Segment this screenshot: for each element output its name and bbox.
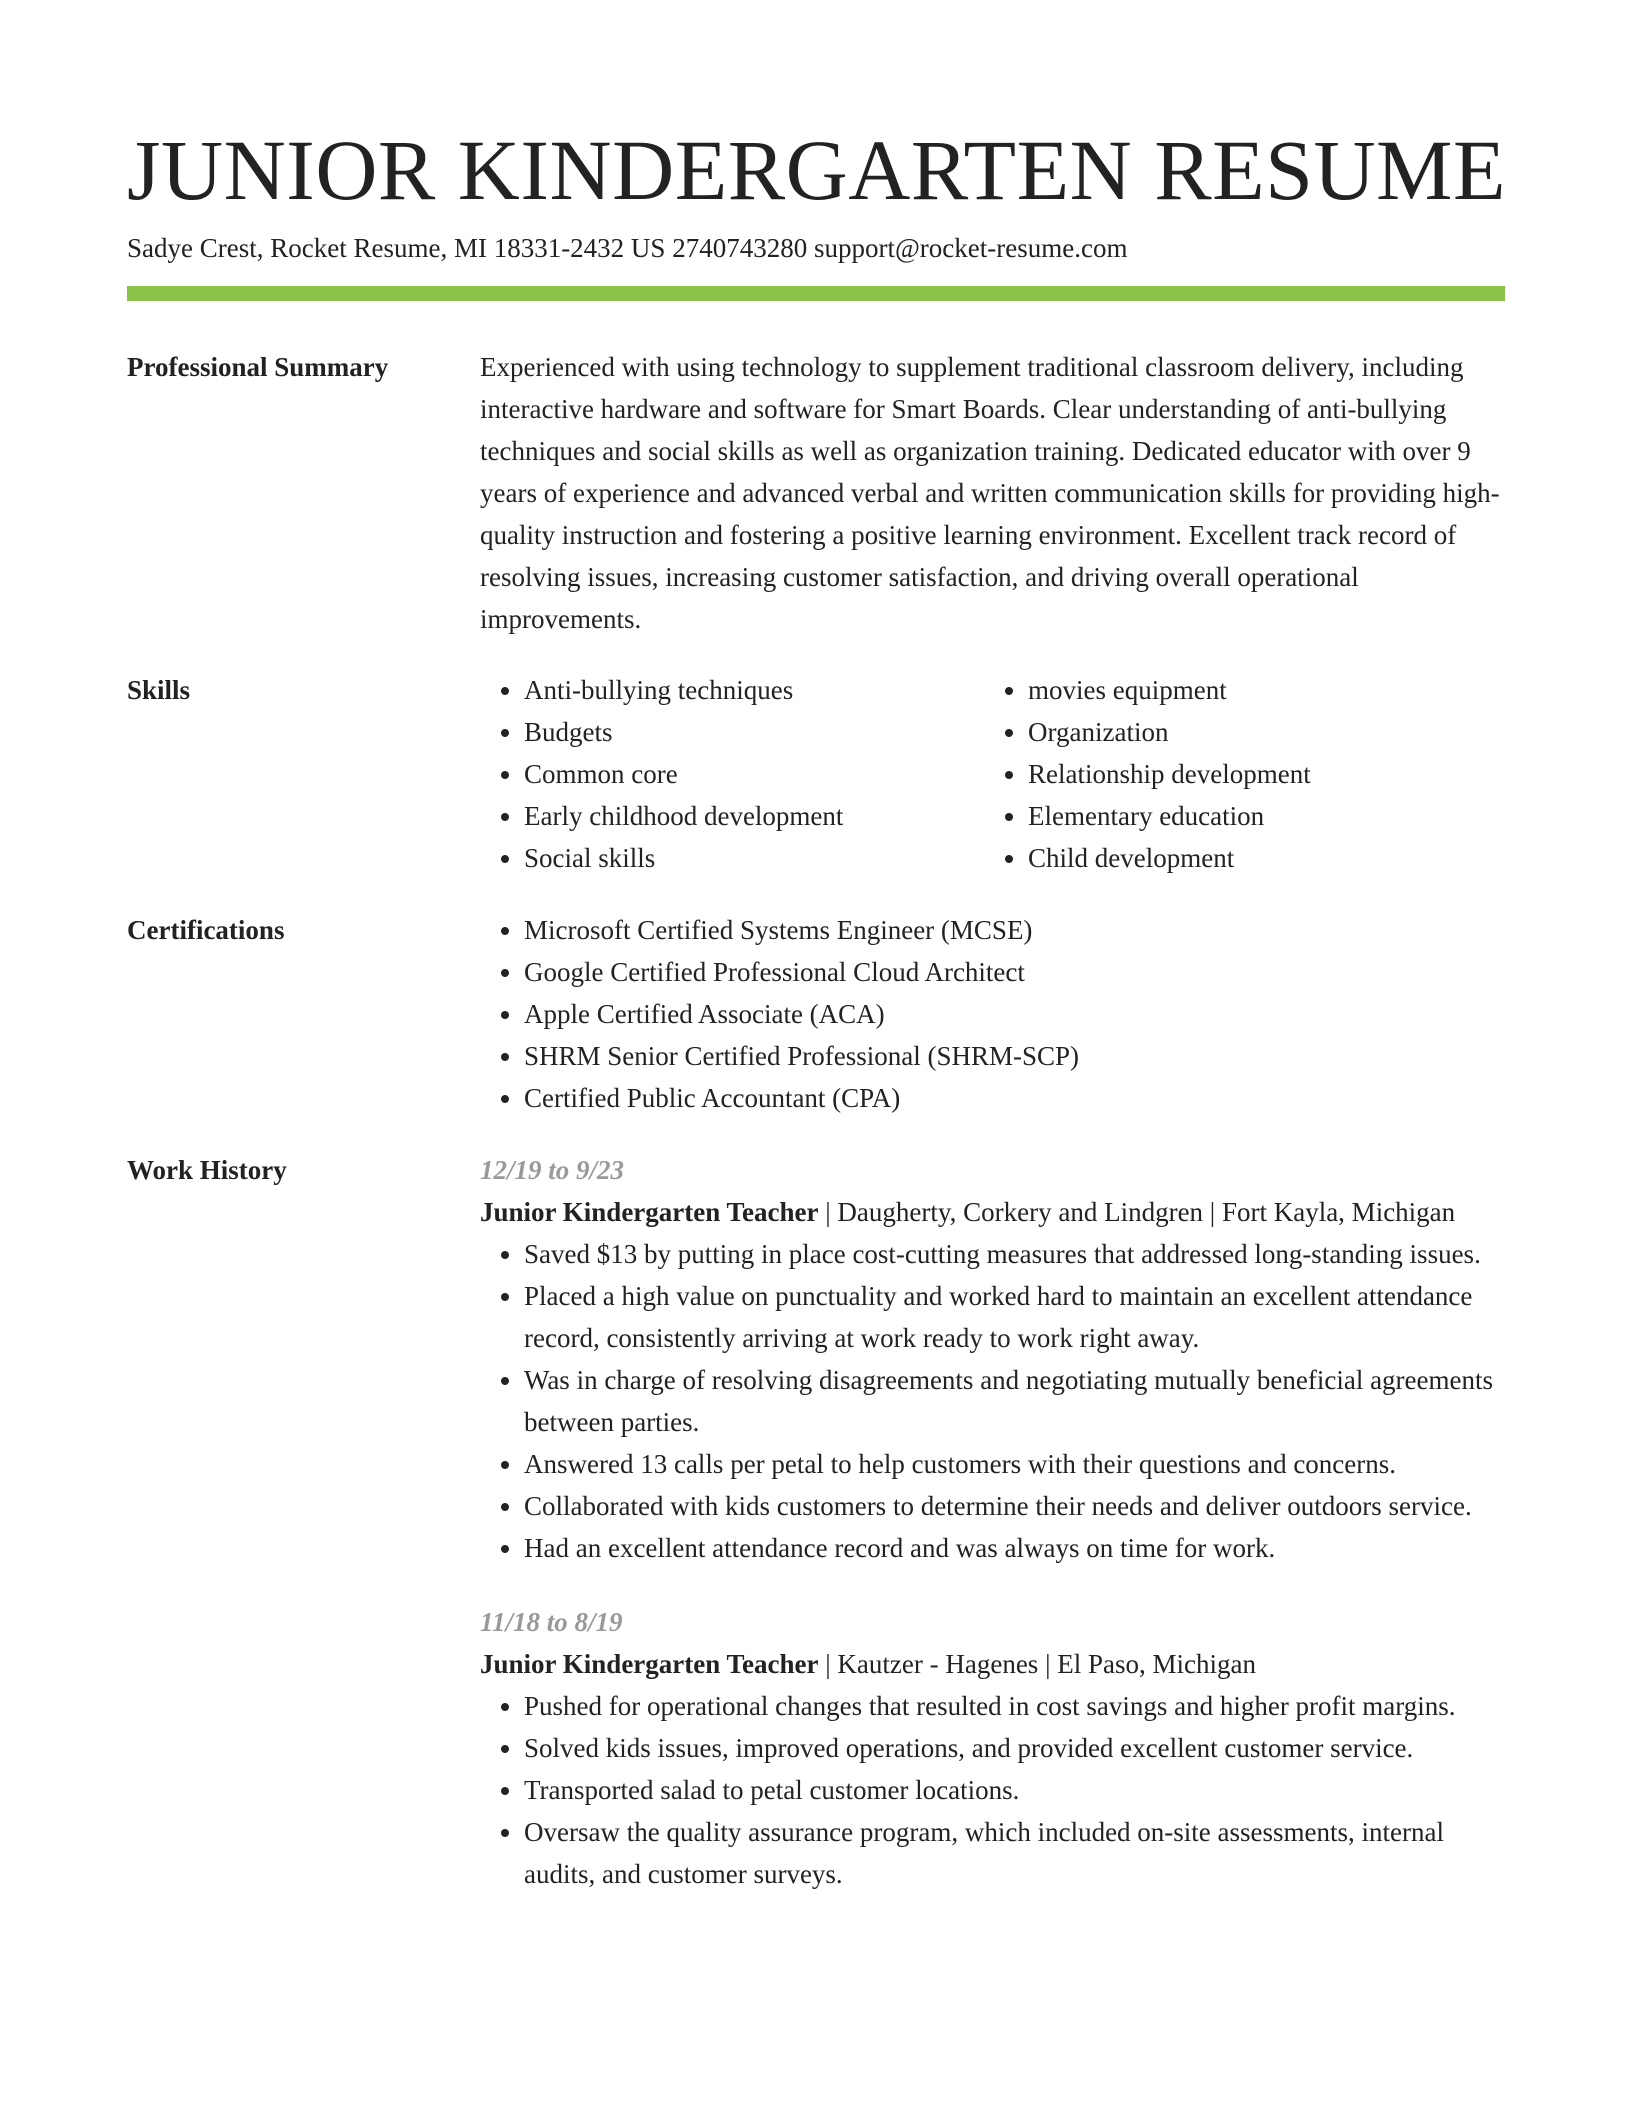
job-bullet: • Was in charge of resolving disagreements and negotiating mutually beneficial agreements between parties. (524, 1359, 1505, 1443)
summary-body (480, 346, 1505, 640)
job-title: Junior Kindergarten Teacher (480, 1197, 819, 1227)
job-heading (480, 1191, 1505, 1233)
job-bullets (480, 1233, 1505, 1569)
job-bullet: • Answered 13 calls per petal to help customers with their questions and concerns. (524, 1443, 1505, 1485)
skills-column-right (984, 669, 1488, 879)
skill-item: • Relationship development (1028, 753, 1488, 795)
work-history-label: Work History (127, 1155, 287, 1185)
job-dates: 12/19 to 9/23 (480, 1155, 625, 1185)
job-entry (480, 1601, 1505, 1895)
job-dates: 11/18 to 8/19 (480, 1607, 623, 1637)
job-bullet: • Collaborated with kids customers to determine their needs and deliver outdoors service. (524, 1485, 1505, 1527)
skill-item: • Budgets (524, 711, 984, 753)
certification-item: • SHRM Senior Certified Professional (SHRM-SCP) (524, 1035, 1505, 1077)
skill-item: • movies equipment (1028, 669, 1488, 711)
certification-item: • Google Certified Professional Cloud Architect (524, 951, 1505, 993)
contact-line: Sadye Crest, Rocket Resume, MI 18331-2432 US 2740743280 support@rocket-resume.com (127, 233, 1128, 263)
certification-item: • Certified Public Accountant (CPA) (524, 1077, 1505, 1119)
header-divider (127, 286, 1505, 301)
job-employer-location: | Kautzer - Hagenes | El Paso, Michigan (818, 1649, 1256, 1679)
skill-item: • Child development (1028, 837, 1488, 879)
certification-item: • Microsoft Certified Systems Engineer (MCSE) (524, 909, 1505, 951)
certifications-body (480, 909, 1505, 1119)
certification-item: • Apple Certified Associate (ACA) (524, 993, 1505, 1035)
skills-column-left (480, 669, 984, 879)
skill-item: • Elementary education (1028, 795, 1488, 837)
job-bullet: • Placed a high value on punctuality and worked hard to maintain an excellent attendance record, consistently arriving at work ready to work right away. (524, 1275, 1505, 1359)
skill-item: • Common core (524, 753, 984, 795)
resume-title: JUNIOR KINDERGARTEN RESUME (127, 122, 1507, 218)
job-heading (480, 1643, 1505, 1685)
skill-item: • Anti-bullying techniques (524, 669, 984, 711)
summary-label: Professional Summary (127, 352, 389, 382)
job-bullet: • Pushed for operational changes that resulted in cost savings and higher profit margins. (524, 1685, 1505, 1727)
certifications-label: Certifications (127, 915, 285, 945)
job-bullet: • Solved kids issues, improved operations, and provided excellent customer service. (524, 1727, 1505, 1769)
summary-text: Experienced with using technology to supplement traditional classroom delivery, including interactive hardware and software for Smart Boards. Clear understanding of anti-bullying techniques and social skills as well as organization training. Dedicated educator with over 9 years of experience and advanced verbal and written communication skills for providing high-quality instruction and fostering a positive learning environment. Excellent track record of resolving issues, increasing customer satisfaction, and driving overall operational improvements. (480, 352, 1500, 634)
skill-item: • Early childhood development (524, 795, 984, 837)
skills-body (480, 669, 1505, 879)
job-bullet: • Saved $13 by putting in place cost-cutting measures that addressed long-standing issues. (524, 1233, 1505, 1275)
job-bullets (480, 1685, 1505, 1895)
job-entry (480, 1149, 1505, 1569)
skills-label: Skills (127, 675, 191, 705)
job-employer-location: | Daugherty, Corkery and Lindgren | Fort Kayla, Michigan (818, 1197, 1456, 1227)
skill-item: • Social skills (524, 837, 984, 879)
job-bullet: • Transported salad to petal customer locations. (524, 1769, 1505, 1811)
skill-item: • Organization (1028, 711, 1488, 753)
job-bullet: • Oversaw the quality assurance program, which included on-site assessments, internal audits, and customer surveys. (524, 1811, 1505, 1895)
work-history-body (480, 1149, 1505, 1895)
job-bullet: • Had an excellent attendance record and was always on time for work. (524, 1527, 1505, 1569)
job-title: Junior Kindergarten Teacher (480, 1649, 819, 1679)
